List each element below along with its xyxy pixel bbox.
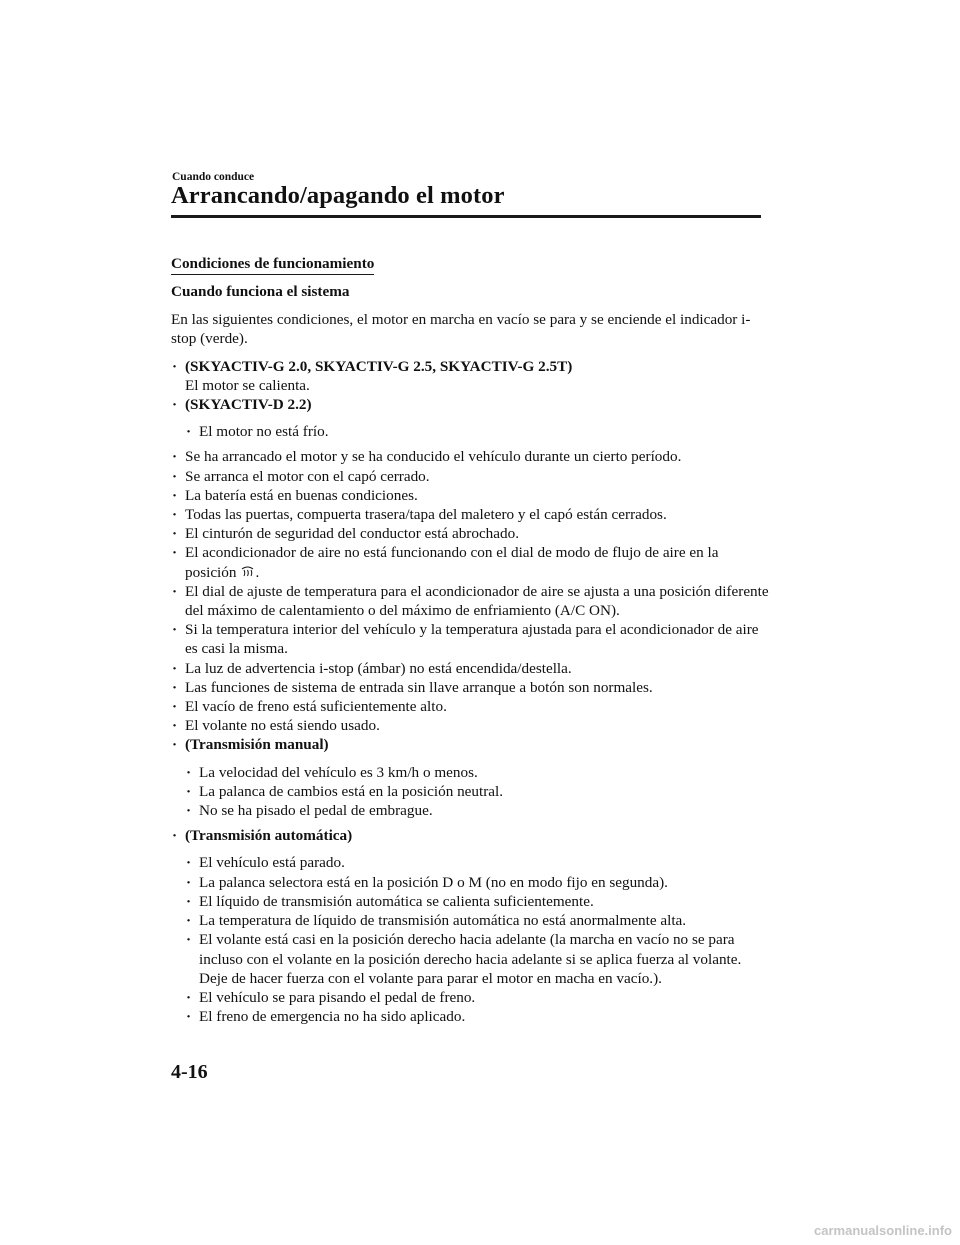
list-item — [171, 357, 771, 395]
automatic-group-list — [171, 826, 771, 845]
airflow-text: El acondicionador de aire no está funcionando con el dial de modo de flujo de aire en la posición — [185, 544, 719, 581]
engine-group-title: (SKYACTIV-G 2.0, SKYACTIV-G 2.5, SKYACTIV-G 2.5T) — [185, 357, 573, 375]
list-item — [171, 735, 771, 754]
engine-group-note: El motor se calienta. — [185, 376, 310, 394]
airflow-text-end: . — [255, 563, 260, 581]
intro-paragraph: En las siguientes condiciones, el motor en marcha en vacío se para y se enciende el indicador i-stop (verde). — [171, 311, 751, 348]
section-label: Cuando conduce — [172, 171, 255, 183]
list-item: · La velocidad del vehículo es 3 km/h o menos. — [185, 763, 771, 782]
list-item: · Si la temperatura interior del vehículo y la temperatura ajustada para el acondicionador de aire es casi la misma. — [171, 620, 771, 658]
list-item: · Todas las puertas, compuerta trasera/tapa del maletero y el capó están cerrados. — [171, 505, 771, 524]
list-item: · Se arranca el motor con el capó cerrado. — [171, 467, 771, 486]
list-item: · No se ha pisado el pedal de embrague. — [185, 801, 771, 820]
system-heading: Cuando funciona el sistema — [171, 283, 350, 300]
title-rule — [171, 215, 761, 218]
list-item: · El cinturón de seguridad del conductor está abrochado. — [171, 524, 771, 543]
defroster-icon — [241, 565, 254, 578]
watermark: carmanualsonline.info — [814, 1223, 952, 1238]
list-item: · Las funciones de sistema de entrada sin llave arranque a botón son normales. — [171, 678, 771, 697]
list-item: · La palanca de cambios está en la posición neutral. — [185, 782, 771, 801]
automatic-sublist — [185, 853, 771, 1026]
list-item — [171, 395, 771, 414]
list-item: · El motor no está frío. — [185, 422, 771, 441]
list-item: · La temperatura de líquido de transmisión automática no está anormalmente alta. — [185, 911, 771, 930]
list-item: · Se ha arrancado el motor y se ha conducido el vehículo durante un cierto período. — [171, 447, 771, 466]
page-title: Arrancando/apagando el motor — [171, 182, 505, 209]
list-item: · El vacío de freno está suficientemente alto. — [171, 697, 771, 716]
list-item: · La palanca selectora está en la posición D o M (no en modo fijo en segunda). — [185, 873, 771, 892]
list-item: · El volante está casi en la posición derecho hacia adelante (la marcha en vacío no se para incluso con el volante en la posición derecho hacia adelante si se aplica fuerza al volante. Deje de hacer fuerza con el volante para parar el motor en macha en vacío.). — [185, 930, 771, 988]
list-item — [171, 543, 771, 581]
general-conditions-list — [171, 447, 771, 754]
list-item — [171, 826, 771, 845]
manual-transmission-title: (Transmisión manual) — [185, 736, 329, 754]
conditions-list — [171, 357, 771, 415]
list-item: · La luz de advertencia i-stop (ámbar) no está encendida/destella. — [171, 659, 771, 678]
manual-sublist — [185, 763, 771, 821]
list-item: · El freno de emergencia no ha sido aplicado. — [185, 1007, 771, 1026]
list-item: · El vehículo está parado. — [185, 853, 771, 872]
list-item: · El líquido de transmisión automática se calienta suficientemente. — [185, 892, 771, 911]
list-item: · El vehículo se para pisando el pedal de freno. — [185, 988, 771, 1007]
list-item: · La batería está en buenas condiciones. — [171, 486, 771, 505]
list-item: · El dial de ajuste de temperatura para el acondicionador de aire se ajusta a una posición diferente del máximo de calentamiento o del máximo de enfriamiento (A/C ON). — [171, 582, 771, 620]
subsection-heading: Condiciones de funcionamiento — [171, 254, 374, 275]
content-body — [171, 282, 771, 1032]
diesel-group-title: (SKYACTIV-D 2.2) — [185, 396, 312, 414]
page-number: 4-16 — [171, 1061, 208, 1083]
automatic-transmission-title: (Transmisión automática) — [185, 827, 353, 845]
diesel-sublist — [185, 422, 771, 441]
list-item: · El volante no está siendo usado. — [171, 716, 771, 735]
